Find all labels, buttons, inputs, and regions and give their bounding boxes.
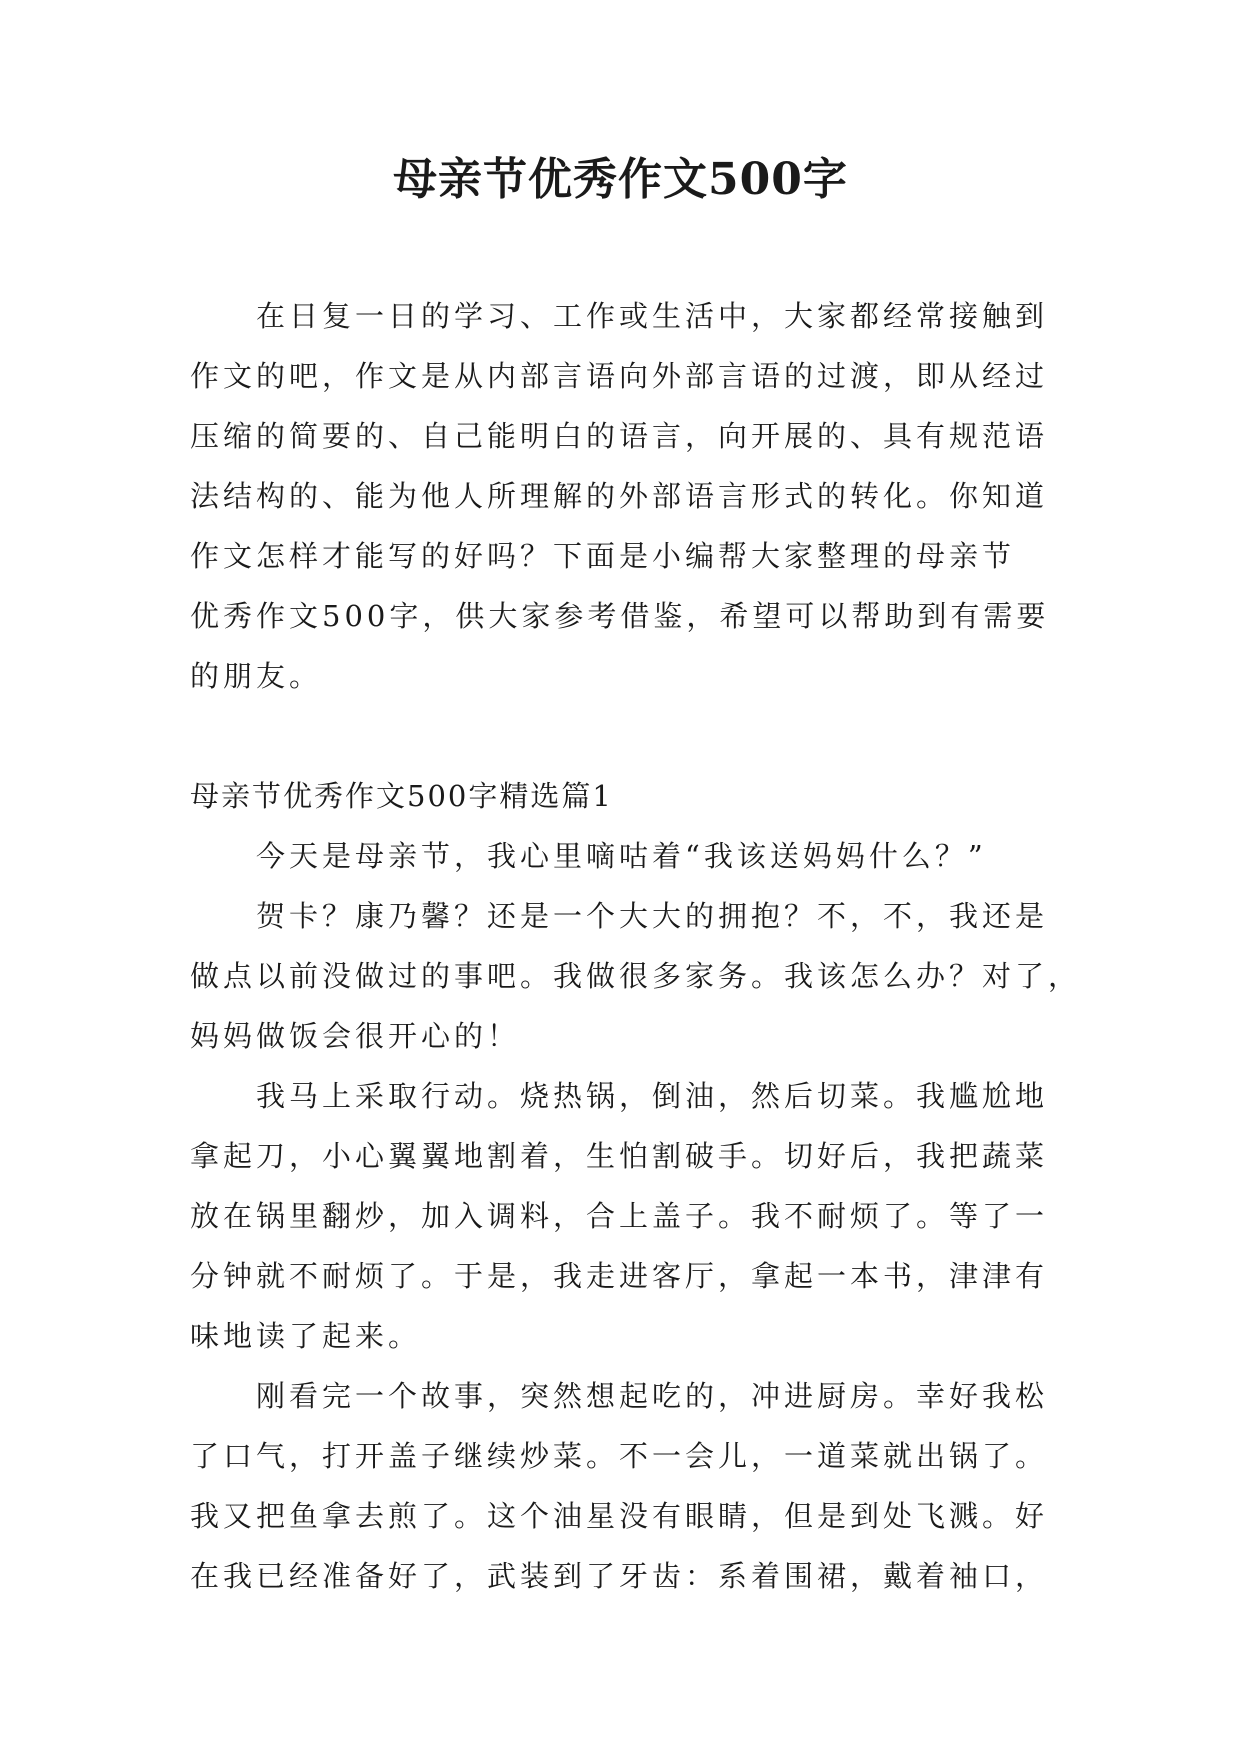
text-line: 法结构的、能为他人所理解的外部语言形式的转化。你知道 xyxy=(190,479,1049,513)
text-line: 我马上采取行动。烧热锅，倒油，然后切菜。我尴尬地 xyxy=(256,1079,1049,1113)
text-line: 放在锅里翻炒，加入调料，合上盖子。我不耐烦了。等了一 xyxy=(190,1199,1049,1233)
text-line: 我又把鱼拿去煎了。这个油星没有眼睛，但是到处飞溅。好 xyxy=(190,1499,1049,1533)
text-line: 拿起刀，小心翼翼地割着，生怕割破手。切好后，我把蔬菜 xyxy=(190,1139,1049,1173)
body-paragraph xyxy=(190,826,1052,886)
body-paragraph xyxy=(190,1066,1052,1366)
text-line: 味地读了起来。 xyxy=(190,1319,422,1353)
text-line: 在日复一日的学习、工作或生活中，大家都经常接触到 xyxy=(256,299,1049,333)
text-line: 今天是母亲节，我心里嘀咕着“我该送妈妈什么？” xyxy=(256,839,987,873)
text-line: 在我已经准备好了，武装到了牙齿：系着围裙，戴着袖口， xyxy=(190,1559,1049,1593)
text-line: 压缩的简要的、自己能明白的语言，向开展的、具有规范语 xyxy=(190,419,1049,453)
text-line: 刚看完一个故事，突然想起吃的，冲进厨房。幸好我松 xyxy=(256,1379,1049,1413)
section-heading: 母亲节优秀作文500字精选篇1 xyxy=(190,779,613,813)
text-line: 了口气，打开盖子继续炒菜。不一会儿，一道菜就出锅了。 xyxy=(190,1439,1049,1473)
body-paragraph xyxy=(190,886,1082,1066)
text-line: 分钟就不耐烦了。于是，我走进客厅，拿起一本书，津津有 xyxy=(190,1259,1049,1293)
paragraph-gap xyxy=(190,706,1052,766)
document-title: 母亲节优秀作文500字 xyxy=(393,154,848,205)
document-body xyxy=(190,286,1082,1606)
text-line: 贺卡？康乃馨？还是一个大大的拥抱？不，不，我还是 xyxy=(256,899,1049,933)
text-line: 作文的吧，作文是从内部言语向外部言语的过渡，即从经过 xyxy=(190,359,1049,393)
text-line: 做点以前没做过的事吧。我做很多家务。我该怎么办？对了， xyxy=(190,959,1082,993)
text-line: 的朋友。 xyxy=(190,659,323,693)
body-paragraph xyxy=(190,1366,1052,1606)
intro-paragraph xyxy=(190,286,1052,706)
text-line: 优秀作文500字，供大家参考借鉴，希望可以帮助到有需要 xyxy=(190,599,1050,633)
text-line: 妈妈做饭会很开心的！ xyxy=(190,1019,521,1053)
text-line: 作文怎样才能写的好吗？下面是小编帮大家整理的母亲节 xyxy=(190,539,1016,573)
